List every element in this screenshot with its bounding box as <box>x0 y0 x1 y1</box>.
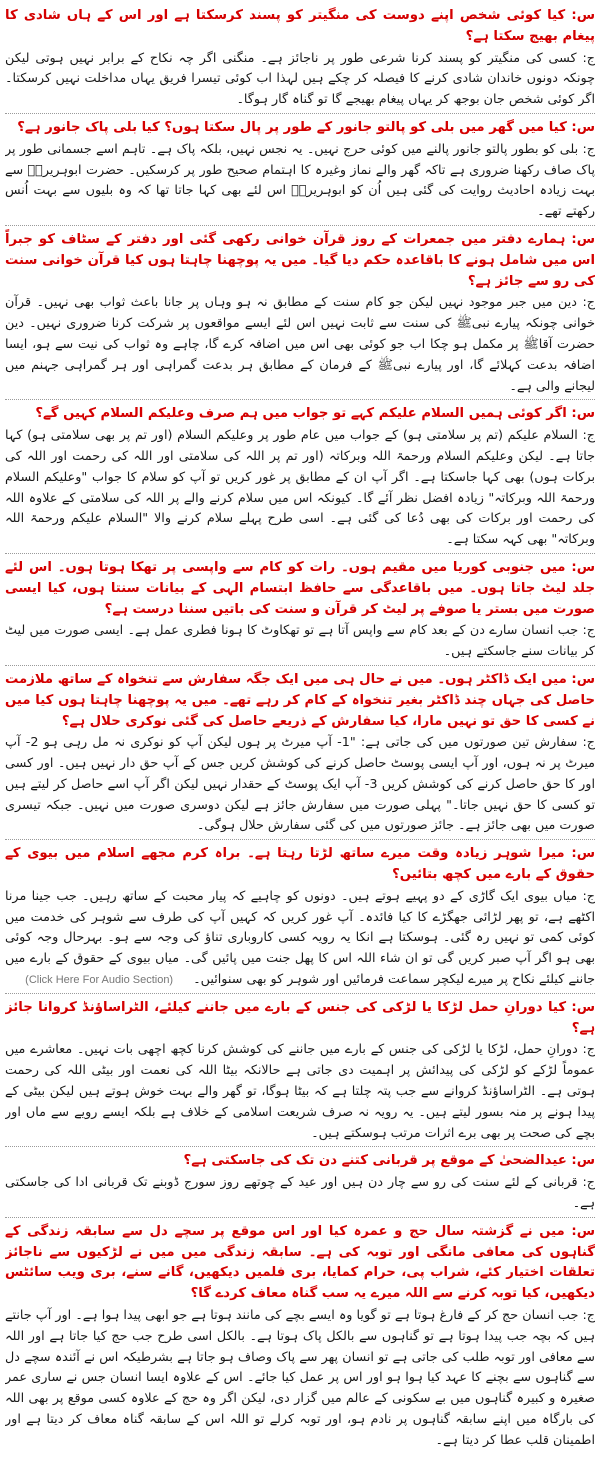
answer-3: ج: دین میں جبر موجود نہیں لیکن جو کام سنت کے مطابق نہ ہو وہاں پر جانا باعث ثواب بھی نہیں۔ قرآن خوانی چونکہ پیارے نبیﷺ کی سنت سے ثابت نہیں اس لئے ایسے مواقعوں پر شرکت کرنا ضروری نہیں۔ دین حضرت آقاﷺ پر مکمل ہو چکا اب جو کوئی بھی اس میں اضافہ کرے گا، چاہے وہ ثواب کی نیت سے ہو، ایسا اضافہ بدعت کہلائے گا، اور پیارے نبیﷺ کے فرمان کے مطابق ہر بدعت گمراہی اور ہر گمراہی جہنم میں لیجانے والی ہے۔ <box>5 295 595 394</box>
answer-2: ج: بلی کو بطور پالتو جانور پالنے میں کوئی حرج نہیں۔ یہ نجس نہیں، بلکہ پاک ہے۔ تاہم اسے جسمانی طور پر پاک صاف رکھنا ضروری ہے تاکہ گھر والے نماز وغیرہ کا اہتمام صحیح طور پر کرسکیں۔ حضرت ابوہریرہؓ سے بہت زیادہ احادیث روایت کی گئی ہیں اُن کو ابوہریرہؓ اس لئے بھی کہا جاتا تھا کہ وہ بلیوں سے بہت اُنس رکھتے تھے۔ <box>5 141 595 220</box>
answer-1: ج: کسی کی منگیتر کو پسند کرنا شرعی طور پر ناجائز ہے۔ منگنی اگر چہ نکاح کے برابر نہیں ہوتی لیکن چونکہ دونوں خاندان شادی کرنے کا فیصلہ کر چکے ہیں لہذا اب کوئی تیسرا فریق یہاں مداخلت نہیں کرسکتا۔ اگر کوئی شخص جان بوجھ کر یہاں پیغام بھیجے گا تو گناہ گار ہوگا۔ <box>5 50 595 108</box>
qa-page <box>5 4 595 1463</box>
audio-section-link[interactable]: (Click Here For Audio Section) <box>25 974 174 987</box>
qa-item-3 <box>5 228 595 397</box>
question-7: س: میرا شوہر زیادہ وقت میرے ساتھ لڑتا رہتا ہے۔ براہ کرم مجھے اسلام میں بیوی کے حقوق کے بارے میں کچھ بتائیں؟ <box>5 846 595 883</box>
qa-item-9 <box>5 1149 595 1214</box>
qa-item-10 <box>5 1220 595 1452</box>
question-10: س: میں نے گزشتہ سال حج و عمرہ کیا اور اس موقع پر سچے دل سے سابقہ زندگی کے گناہوں کی معافی مانگی اور توبہ کی ہے۔ سابقہ زندگی میں میں نے لڑکیوں سے ناجائز تعلقات اختیار کئے، شراب پی، حرام کمایا، بری فلمیں دیکھیں، گانے سنے، بری ویب سائٹس دیکھیں، کیا توبہ کرنے سے اللہ میرے یہ سب گناہ معاف کردے گا؟ <box>5 1223 595 1302</box>
answer-10: ج: جب انسان حج کر کے فارغ ہوتا ہے تو گویا وہ ایسے بچے کی مانند ہوتا ہے جو ابھی پیدا ہوا ہے۔ اور آپ جانتے ہیں کہ بچہ جب پیدا ہوتا ہے تو گناہوں سے بالکل پاک ہوتا ہے۔ بالکل اسی طرح جب حج کیا جاتا ہے اور اللہ سے معافی اور توبہ طلب کی جاتی ہے تو انسان پھر سے پاک وصاف ہو جاتا ہے بشرطیکہ اس نے آئندہ سچے دل سے گناہوں سے بچنے کا عہد کیا ہوا ہو اور اس پر عمل کیا جائے۔ اس کے علاوہ ایسا انسان جس نے ساری عمر صغیرہ و کبیرہ گناہوں میں بے سکونی کے عالم میں گزار دی، لیکن اگر وہ حج کے علاوہ کسی موقع پر بھی اللہ کی بارگاہ میں اپنے سابقہ گناہوں پر نادم ہو، اور توبہ کرلے تو اللہ اس کے سابقہ گناہ معاف کر دیتا ہے اور اطمینان قلب عطا کر دیتا ہے۔ <box>5 1308 595 1448</box>
question-2: س: کیا میں گھر میں بلی کو پالتو جانور کے طور پر پال سکتا ہوں؟ کیا بلی پاک جانور ہے؟ <box>17 119 595 135</box>
answer-4: ج: السلام علیکم (تم پر سلامتی ہو) کے جواب میں عام طور پر وعلیکم السلام (اور تم پر بھی سلامتی ہو) کہا جاتا ہے۔ لیکن وعلیکم السلام ورحمۃ اللہ وبرکاتہ (اور تم پر اللہ کی سلامتی اور اللہ کی رحمت اور اللہ کی برکات ہوں) بھی کہا جاسکتا ہے۔ اگر آپ ان کے مطابق پر غور کریں تو آپ کو سلام کا جواب "وعلیکم السلام ورحمۃ اللہ وبرکاتہ" زیادہ افضل نظر آئے گا۔ کیونکہ اس میں سلام کرنے والے پر اللہ کی سلامتی کے علاوہ اللہ کی رحمت اور برکات کی بھی دُعا کی گئی ہے۔ اسی طرح پہلے سلام کرنے والا "السلام علیکم ورحمۃ اللہ وبرکاتہ" بھی کہہ سکتا ہے۔ <box>5 428 595 548</box>
divider <box>5 993 595 994</box>
answer-6: ج: سفارش تین صورتوں میں کی جاتی ہے: "1- آپ میرٹ پر ہوں لیکن آپ کو نوکری نہ مل رہی ہو 2- آپ میرٹ پر نہ ہوں، اور آپ ایسی پوسٹ حاصل کرنے کی کوشش کریں جس کے آپ حق دار نہیں ہیں۔ اور کسی اور کا حق حاصل کرنے کی کوشش کریں 3- آپ ایک پوسٹ کے حقدار نہیں لیکن اگر آپ اسے حاصل کر لیتے ہیں تو کسی کا حق نہیں جاتا۔" پہلی صورت میں سفارش جائز ہے لیکن دوسری صورت میں نہیں۔ جبکہ تیسری صورت میں بھی جائز ہے۔ جائز صورتوں میں کی گئی سفارش حلال ہوگی۔ <box>5 735 595 834</box>
question-1: س: کیا کوئی شخص اپنے دوست کی منگیتر کو پسند کرسکتا ہے اور اس کے ہاں شادی کا پیغام بھیج سکتا ہے؟ <box>5 8 595 44</box>
divider <box>5 553 595 554</box>
question-8: س: کیا دورانِ حمل لڑکا یا لڑکی کی جنس کے بارے میں جاننے کیلئے، الٹراساؤنڈ کروانا جائز ہے؟ <box>5 999 595 1036</box>
answer-7-text: ج: میاں بیوی ایک گاڑی کے دو پہیے ہوتے ہیں۔ دونوں کو چاہیے کہ پیار محبت کے ساتھ رہیں۔ جب جینا مرنا اکٹھے ہے، تو پھر لڑائی جھگڑے کا کیا فائدہ۔ آپ غور کریں کہ کہیں آپ کی طرف سے شوہر کی خدمت میں کوئی کمی تو نہیں رہ گئی۔ ہوسکتا ہے انکا یہ رویہ کسی کاروباری تناؤ کی وجہ سے ہو۔ بہرحال وجہ کوئی بھی ہو اگر آپ صبر کریں گی تو ان شاء اللہ اس کا پھل جنت میں پائیں گی۔ میاں بیوی کے حقوق کے بارے میں جاننے کیلئے نکاح پر میرے لیکچر سماعت فرمائیں اور شوہر کو بھی سنوائیں۔ <box>5 888 595 988</box>
question-4: س: اگر کوئی ہمیں السلام علیکم کہے تو جواب میں ہم صرف وعلیکم السلام کہیں گے؟ <box>35 406 595 422</box>
qa-item-7 <box>5 842 595 991</box>
qa-item-2 <box>5 116 595 223</box>
question-6: س: میں ایک ڈاکٹر ہوں۔ میں نے حال ہی میں ایک جگہ سفارش سے تنخواہ کے ساتھ ملازمت حاصل کی جہاں چند ڈاکٹر بغیر تنخواہ کے کام کر رہے تھے۔ میں یہ پوچھنا چاہتا ہوں کیا میں نے کسی کا حق تو نہیں مارا، کیا سفارش کے ذریعے حاصل کی گئی نوکری حلال ہے؟ <box>5 671 595 729</box>
question-9: س: عیدالضحیٰ کے موقع پر قربانی کتنے دن تک کی جاسکتی ہے؟ <box>183 1153 595 1169</box>
answer-7 <box>5 887 595 991</box>
qa-item-6 <box>5 668 595 837</box>
qa-item-8 <box>5 996 595 1145</box>
divider <box>5 225 595 226</box>
qa-item-1 <box>5 4 595 111</box>
qa-item-5 <box>5 556 595 663</box>
divider <box>5 1146 595 1147</box>
qa-item-4 <box>5 402 595 551</box>
divider <box>5 839 595 840</box>
answer-9: ج: قربانی کے لئے سنت کی رو سے چار دن ہیں اور عید کے چوتھے روز سورج ڈوبنے تک قربانی ادا کی جاسکتی ہے۔ <box>5 1175 595 1212</box>
question-3: س: ہمارے دفتر میں جمعرات کے روز قرآن خوانی رکھی گئی اور دفتر کے سٹاف کو جبراً اس میں شامل ہونے کا باقاعدہ حکم دیا گیا۔ میں یہ پوچھنا چاہتا ہوں کیا قرآن خوانی سنت کی رو سے جائز ہے؟ <box>5 231 595 289</box>
divider <box>5 665 595 666</box>
divider <box>5 113 595 114</box>
answer-5: ج: جب انسان سارے دن کے بعد کام سے واپس آتا ہے تو تھکاوٹ کا ہونا فطری عمل ہے۔ ایسی صورت میں لیٹ کر بیانات سنے جاسکتے ہیں۔ <box>5 623 595 660</box>
answer-8: ج: دورانِ حمل، لڑکا یا لڑکی کی جنس کے بارے میں جاننے کی کوشش کرنا کچھ اچھی بات نہیں۔ معاشرے میں عموماً لڑکے کو لڑکی کی پیدائش پر اہمیت دی جاتی ہے حالانکہ بیٹا اللہ کی نعمت اور بیٹی اللہ کی رحمت ہوتی ہے۔ الٹراساؤنڈ کروانے سے جب پتہ چلتا ہے کہ بیٹا ہوگا، تو گھر والے بہت خوش ہوتے ہیں لیکن بیٹی کے پیدا ہونے پر منہ بسور لیتے ہیں۔ یہ رویہ نہ صرف شریعت اسلامی کے خلاف ہے بلکہ ایسے رویے سے ماں اور بچے کی صحت پر بھی برے اثرات مرتب ہوسکتے ہیں۔ <box>5 1042 595 1141</box>
divider <box>5 1217 595 1218</box>
question-5: س: میں جنوبی کوریا میں مقیم ہوں۔ رات کو کام سے واپسی پر تھکا ہوتا ہوں۔ اس لئے جلد لیٹ جاتا ہوں۔ میں باقاعدگی سے حافظ ابتسام الہی کے بیانات سنتا ہوں، کیا ایسی صورت میں بستر یا صوفے پر لیٹ کر قرآن و سنت کی باتیں سننا درست ہے؟ <box>5 559 595 617</box>
divider <box>5 399 595 400</box>
